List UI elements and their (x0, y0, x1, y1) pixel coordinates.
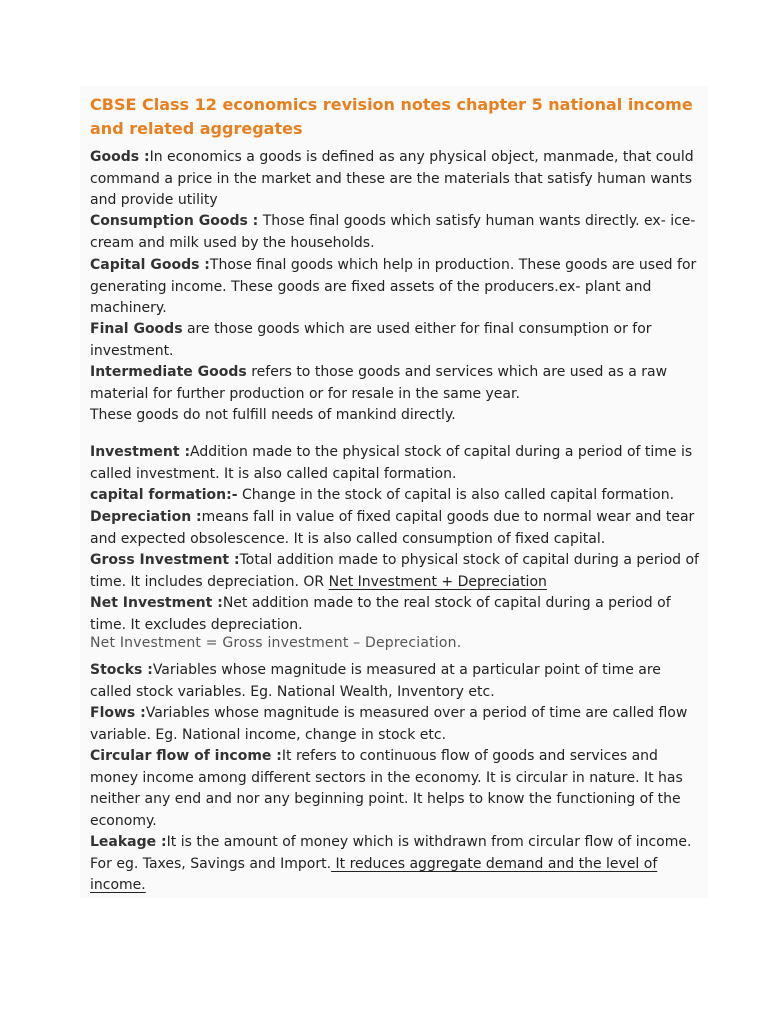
text-goods: In economics a goods is defined as any physical object, manmade, that could command a price in the market and these are the materials that satisfy human wants and provide utility (90, 149, 694, 209)
term-net-investment: Net Investment : (90, 595, 223, 611)
definition-capital-goods (90, 255, 702, 320)
term-leakage: Leakage : (90, 834, 167, 850)
definition-net-investment (90, 593, 702, 636)
term-flows: Flows : (90, 705, 146, 721)
text-intermediate-goods: refers to those goods and services which are used as a raw material for further production or for resale in the same year. (90, 364, 668, 402)
text-investment: Addition made to the physical stock of capital during a period of time is called investment. It is also called capital formation. (90, 444, 693, 482)
page-title: CBSE Class 12 economics revision notes chapter 5 national income and related aggregates (90, 95, 693, 138)
definition-stocks (90, 660, 702, 703)
text-flows: Variables whose magnitude is measured over a period of time are called flow variable. Eg. National income, change in stock etc. (90, 705, 688, 743)
definition-investment (90, 442, 702, 485)
term-gross-investment: Gross Investment : (90, 552, 240, 568)
definition-depreciation (90, 507, 702, 550)
underlined-gross-investment-formula: Net Investment + Depreciation (328, 573, 547, 590)
term-circular-flow: Circular flow of income : (90, 748, 282, 764)
term-capital-formation: capital formation:- (90, 487, 238, 503)
term-intermediate-goods: Intermediate Goods (90, 364, 247, 380)
text-gross-investment: Total addition made to physical stock of capital during a period of time. It includes depreciation. OR (90, 552, 699, 590)
text-net-investment: Net addition made to the real stock of capital during a period of time. It excludes depreciation. (90, 595, 671, 633)
definition-gross-investment (90, 550, 702, 593)
term-investment: Investment : (90, 444, 191, 460)
term-goods: Goods : (90, 149, 150, 165)
definition-goods (90, 147, 702, 212)
definition-final-goods (90, 319, 702, 362)
term-capital-goods: Capital Goods : (90, 257, 210, 273)
definition-capital-formation (90, 485, 702, 507)
text-depreciation: means fall in value of fixed capital goods due to normal wear and tear and expected obsolescence. It is also called consumption of fixed capital. (90, 509, 695, 547)
term-stocks: Stocks : (90, 662, 153, 678)
text-consumption-goods: Those final goods which satisfy human wants directly. ex- ice-cream and milk used by the households. (90, 213, 696, 251)
definition-consumption-goods (90, 211, 702, 254)
term-final-goods: Final Goods (90, 321, 183, 337)
text-leakage: It is the amount of money which is withdrawn from circular flow of income. For eg. Taxes, Savings and Import. (90, 834, 692, 872)
text-capital-goods: Those final goods which help in production. These goods are used for generating income. These goods are fixed assets of the producers.ex- plant and machinery. (90, 257, 697, 317)
underlined-leakage-effect: It reduces aggregate demand and the level of income. (90, 855, 658, 894)
term-consumption-goods: Consumption Goods : (90, 213, 259, 229)
intermediate-goods-note: These goods do not fulfill needs of mankind directly. (90, 407, 456, 423)
net-investment-formula: Net Investment = Gross investment – Depreciation. (90, 635, 462, 651)
definition-intermediate-goods (90, 362, 702, 405)
term-depreciation: Depreciation : (90, 509, 202, 525)
text-stocks: Variables whose magnitude is measured at a particular point of time are called stock variables. Eg. National Wealth, Inventory etc. (90, 662, 661, 700)
text-final-goods: are those goods which are used either for final consumption or for investment. (90, 321, 652, 359)
definition-flows (90, 703, 702, 746)
definition-circular-flow (90, 746, 702, 832)
definition-leakage (90, 832, 702, 897)
text-capital-formation: Change in the stock of capital is also called capital formation. (237, 487, 675, 503)
text-circular-flow: It refers to continuous flow of goods and services and money income among different sectors in the economy. It is circular in nature. It has neither any end and nor any beginning point. It helps to know the functioning of the economy. (90, 748, 683, 829)
